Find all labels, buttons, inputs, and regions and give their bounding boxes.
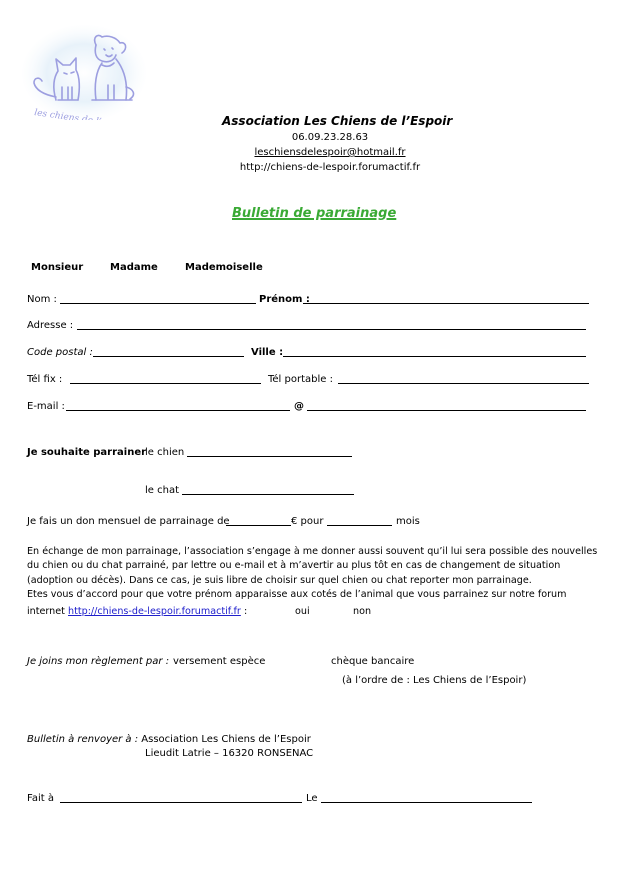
date-label: Le [306, 793, 318, 804]
phone-number: 06.09.23.28.63 [291, 132, 369, 143]
return-label: Bulletin à renvoyer à : [27, 734, 139, 745]
at-sign: @ [294, 401, 304, 412]
return-line-1: Association Les Chiens de l’Espoir [141, 734, 311, 745]
tel-portable-label: Tél portable : [268, 374, 333, 385]
donation-amount-field[interactable] [226, 525, 291, 526]
place-label: Fait à [27, 793, 54, 804]
place-field[interactable] [60, 802, 302, 803]
sponsor-cat-field[interactable] [182, 494, 354, 495]
return-address-block [27, 734, 311, 746]
date-field[interactable] [321, 802, 532, 803]
donation-suffix: mois [396, 516, 420, 527]
civility-mademoiselle[interactable]: Mademoiselle [185, 262, 263, 273]
forum-link[interactable]: http://chiens-de-lespoir.forumactif.fr [68, 606, 241, 617]
prenom-field[interactable] [303, 303, 589, 304]
payment-check[interactable]: chèque bancaire [331, 656, 415, 667]
commitment-line-4: Etes vous d’accord pour que votre prénom apparaisse aux cotés de l’animal que vous parrainez sur notre forum [27, 589, 567, 600]
adresse-field[interactable] [77, 329, 586, 330]
commitment-internet-line [27, 605, 247, 620]
commitment-line-3: (adoption ou décès). Dans ce cas, je suis libre de choisir sur quel chien ou chat reporter mon parrainage. [27, 575, 532, 586]
organization-name: Association Les Chiens de l’Espoir [222, 114, 453, 128]
association-logo [22, 25, 150, 120]
adresse-label: Adresse : [27, 320, 74, 331]
code-postal-field[interactable] [93, 356, 244, 357]
donation-prefix: Je fais un don mensuel de parrainage de [27, 516, 230, 527]
code-postal-label: Code postal : [27, 347, 93, 358]
email-link[interactable]: leschiensdelespoir@hotmail.fr [254, 147, 406, 158]
sponsor-cat-label: le chat [145, 485, 179, 496]
sponsor-dog-label: le chien [145, 447, 185, 458]
internet-label: internet [27, 606, 65, 617]
commitment-line-2: du chien ou du chat parrainé, par lettre ou e-mail et à m’avertir au plus tôt en cas de changement de situation [27, 560, 561, 571]
form-title: Bulletin de parrainage [232, 206, 397, 221]
prenom-label: Prénom : [259, 294, 310, 305]
ville-field[interactable] [283, 356, 586, 357]
sponsor-intro: Je souhaite parrainer [27, 447, 147, 458]
email-user-field[interactable] [66, 410, 290, 411]
email-label: E-mail : [27, 401, 65, 412]
ville-label: Ville : [251, 347, 284, 358]
commitment-line-1: En échange de mon parrainage, l’association s’engage à me donner aussi souvent qu’il lui sera possible des nouvelles [27, 546, 598, 557]
logo-text: les chiens de l’espoir [33, 108, 131, 120]
nom-field[interactable] [60, 303, 256, 304]
email-address[interactable] [222, 146, 438, 159]
civility-madame[interactable]: Madame [110, 262, 158, 273]
payment-label: Je joins mon règlement par : [27, 656, 170, 667]
payment-cash[interactable]: versement espèce [173, 656, 266, 667]
consent-no[interactable]: non [353, 606, 372, 617]
tel-fix-field[interactable] [70, 383, 261, 384]
email-domain-field[interactable] [307, 410, 586, 411]
payment-check-note: (à l’ordre de : Les Chiens de l’Espoir) [342, 675, 527, 686]
tel-portable-field[interactable] [338, 383, 589, 384]
civility-monsieur[interactable]: Monsieur [31, 262, 84, 273]
sponsor-dog-field[interactable] [187, 456, 352, 457]
consent-yes[interactable]: oui [295, 606, 310, 617]
donation-months-field[interactable] [327, 525, 392, 526]
website-url: http://chiens-de-lespoir.forumactif.fr [239, 162, 421, 173]
link-colon: : [243, 606, 248, 617]
donation-currency: € pour [291, 516, 324, 527]
nom-label: Nom : [27, 294, 57, 305]
return-line-2: Lieudit Latrie – 16320 RONSENAC [145, 748, 314, 759]
tel-fix-label: Tél fix : [27, 374, 63, 385]
